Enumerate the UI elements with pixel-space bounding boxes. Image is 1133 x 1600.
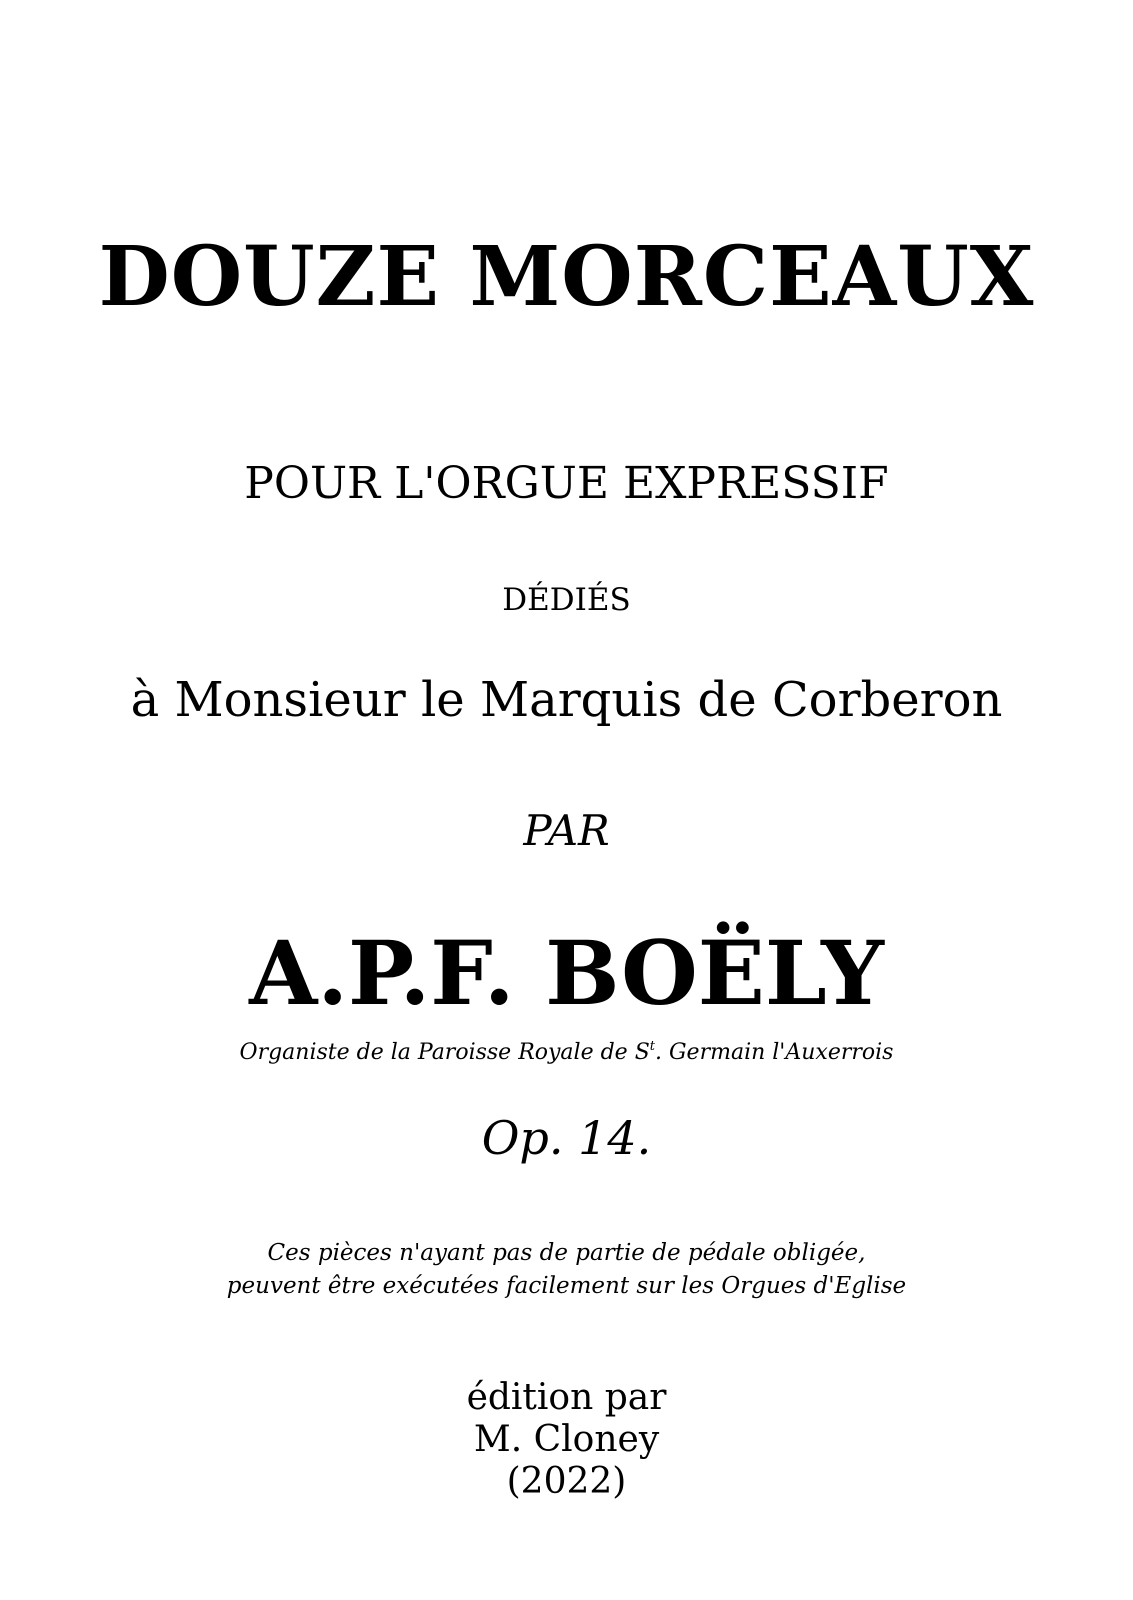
note-line-1: Ces pièces n'ayant pas de partie de pédale obligée,	[267, 1240, 866, 1266]
composer-position	[0, 1038, 1133, 1068]
by-label: PAR	[523, 806, 610, 855]
composer-position-superscript: t	[649, 1039, 655, 1054]
dedication-heading: DÉDIÉS	[502, 582, 631, 618]
opus-number: Op. 14.	[481, 1111, 652, 1165]
subtitle: POUR L'ORGUE EXPRESSIF	[244, 458, 889, 509]
editor-name: M. Cloney	[473, 1419, 660, 1460]
edition-year: (2022)	[506, 1461, 627, 1502]
composer-name: A.P.F. BOËLY	[249, 921, 884, 1025]
dedicatee: à Monsieur le Marquis de Corberon	[130, 672, 1003, 728]
edition-label: édition par	[466, 1377, 667, 1418]
note-line-2: peuvent être exécutées facilement sur les Orgues d'Eglise	[226, 1273, 907, 1299]
composer-position-text-end: . Germain l'Auxerrois	[655, 1040, 894, 1065]
title: DOUZE MORCEAUX	[98, 229, 1035, 325]
composer-position-text: Organiste de la Paroisse Royale de S	[239, 1040, 650, 1065]
